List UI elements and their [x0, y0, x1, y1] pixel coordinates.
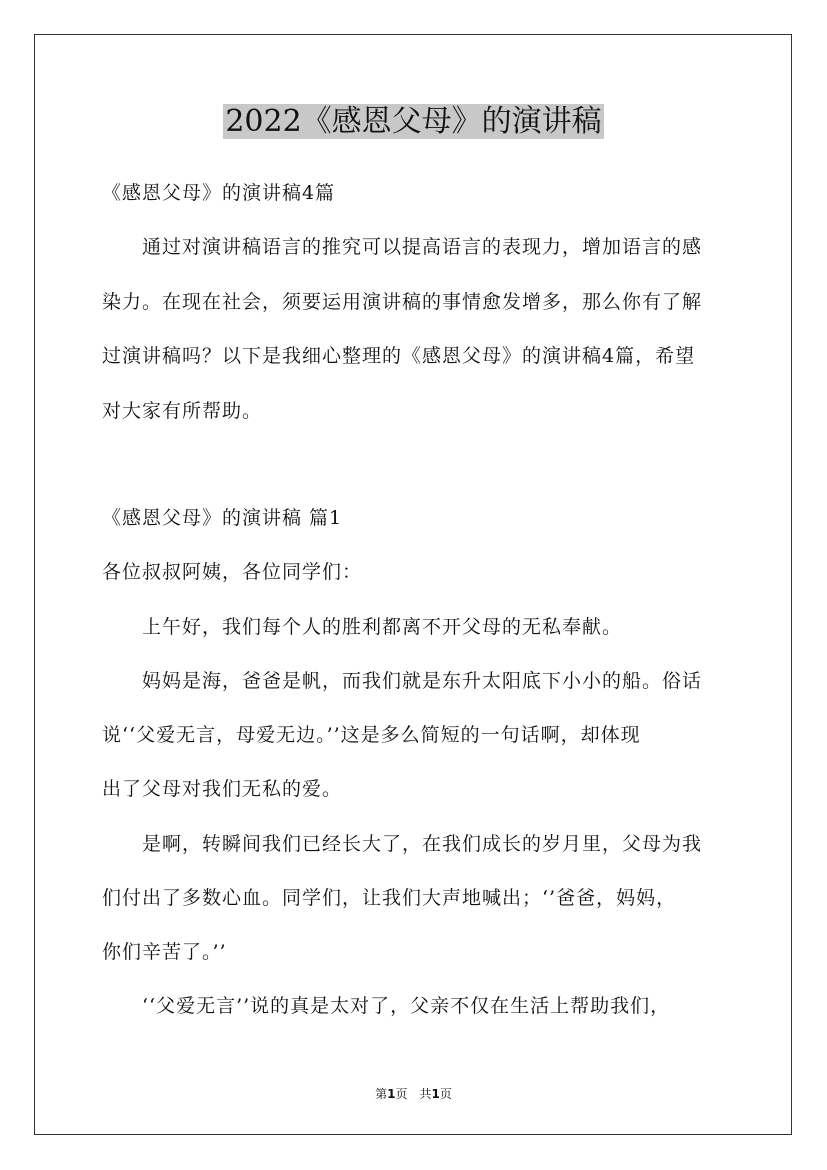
footer-label: 第	[375, 1087, 388, 1101]
doc-line: 是啊，转瞬间我们已经长大了，在我们成长的岁月里，父母为我	[102, 833, 703, 855]
footer-page-number: 1	[387, 1087, 396, 1101]
doc-line: 们付出了多数心血。同学们，让我们大声地喊出；‘’爸爸，妈妈，	[102, 887, 677, 909]
footer-label: 页	[439, 1087, 452, 1101]
document-title-wrap	[0, 102, 827, 142]
doc-line: 说‘‘父爱无言，母爱无边。’’这是多么简短的一句话啊，却体现	[102, 724, 641, 746]
footer-page-total: 1	[431, 1087, 440, 1101]
doc-line: 通过对演讲稿语言的推究可以提高语言的表现力，增加语言的感	[102, 236, 703, 258]
doc-line: 上午好，我们每个人的胜利都离不开父母的无私奉献。	[102, 616, 623, 638]
doc-line: 对大家有所帮助。	[102, 400, 263, 422]
document-title: 2022《感恩父母》的演讲稿	[225, 104, 602, 139]
doc-line: 出了父母对我们无私的爱。	[102, 778, 343, 800]
doc-line: 你们辛苦了。’’	[102, 941, 227, 963]
doc-line: ‘‘父爱无言’’说的真是太对了，父亲不仅在生活上帮助我们，	[102, 995, 671, 1017]
doc-line: 《感恩父母》的演讲稿4篇	[102, 182, 336, 204]
page-footer	[0, 1085, 827, 1102]
doc-line: 过演讲稿吗？以下是我细心整理的《感恩父母》的演讲稿4篇，希望	[102, 345, 696, 367]
footer-label: 页 共	[395, 1087, 432, 1101]
doc-line: 各位叔叔阿姨，各位同学们：	[102, 561, 363, 583]
doc-line: 染力。在现在社会，须要运用演讲稿的事情愈发增多，那么你有了解	[102, 291, 703, 313]
doc-line: 妈妈是海，爸爸是帆，而我们就是东升太阳底下小小的船。俗话	[102, 670, 703, 692]
doc-line: 《感恩父母》的演讲稿 篇1	[102, 507, 343, 529]
